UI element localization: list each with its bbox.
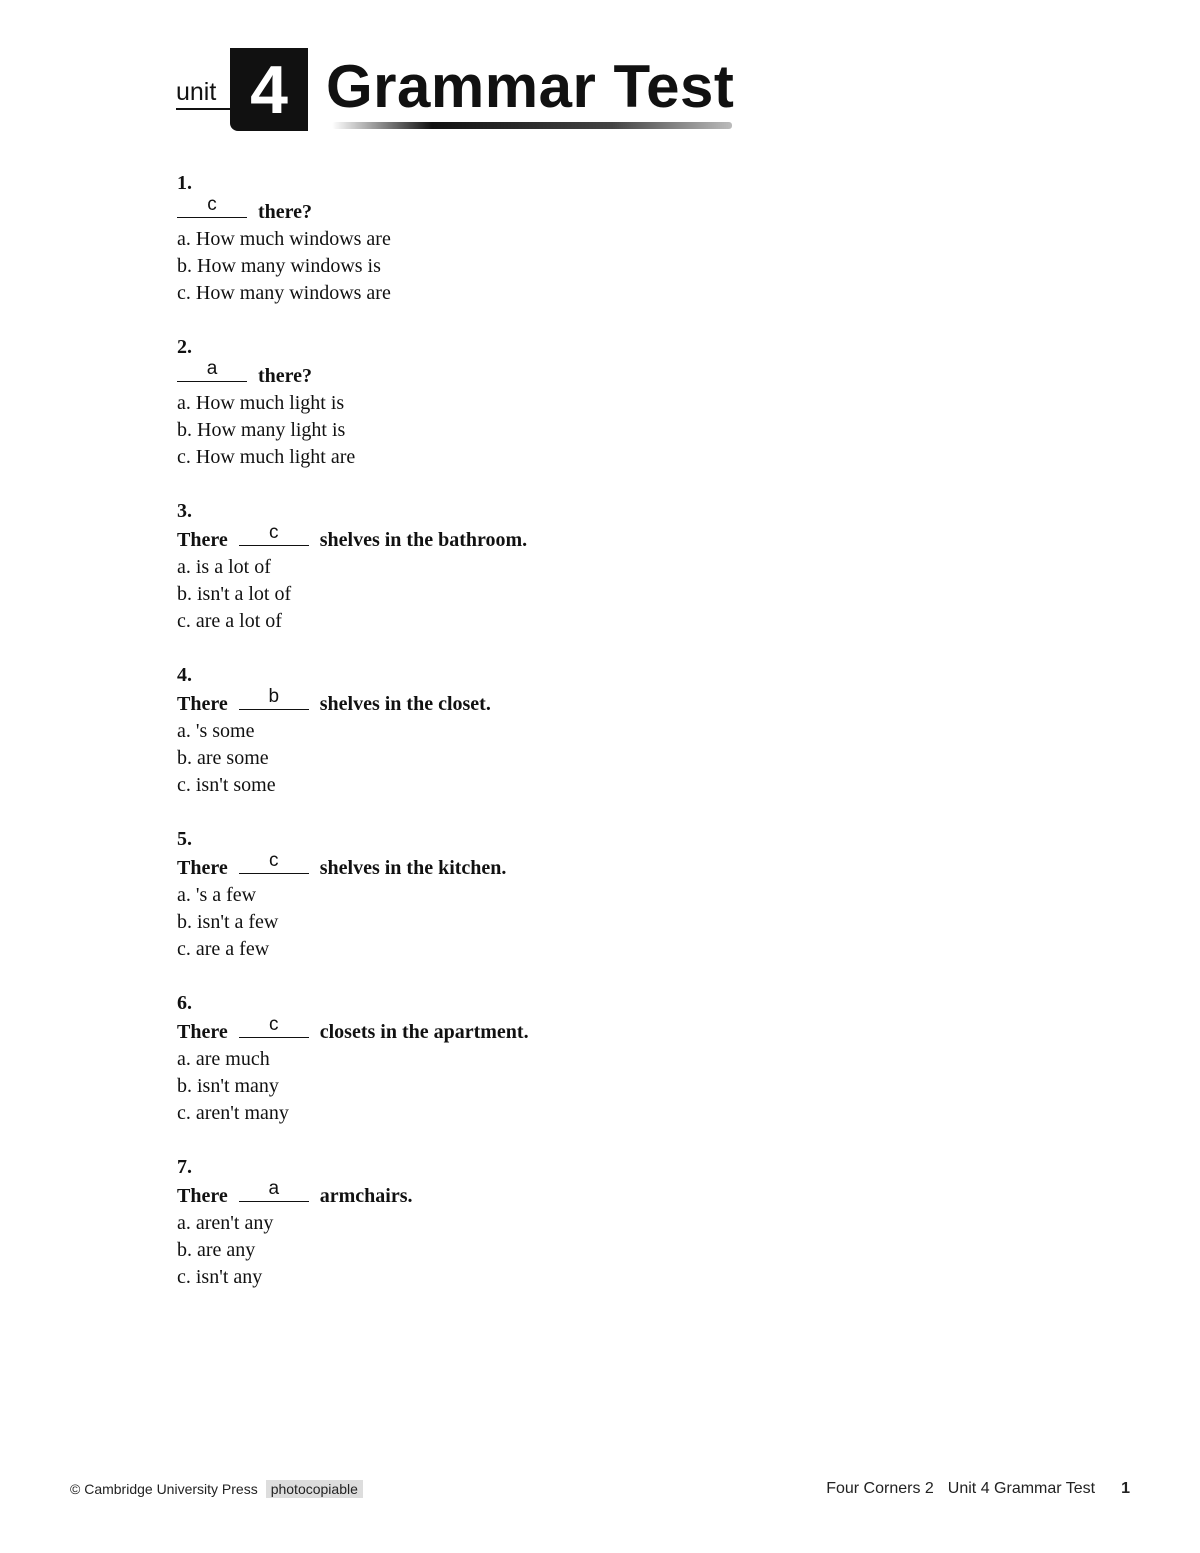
option-c: c. isn't any [177, 1266, 263, 1288]
question-list [177, 170, 877, 1318]
question-stem [177, 686, 877, 718]
page-number: 1 [1121, 1480, 1130, 1497]
question-stem [177, 1178, 877, 1210]
option-b: b. isn't a lot of [177, 583, 292, 605]
page-header [176, 48, 736, 134]
option-a: a. are much [177, 1048, 270, 1070]
option-c: c. isn't some [177, 774, 276, 796]
handwritten-answer: b [268, 686, 280, 707]
stem-text-after: shelves in the closet. [314, 693, 491, 715]
option-a: a. How much windows are [177, 228, 391, 250]
stem-text-before: There [177, 693, 233, 715]
question-stem [177, 522, 877, 554]
book-title: Four Corners 2 [826, 1480, 934, 1497]
handwritten-answer: c [268, 850, 279, 871]
stem-text-before: There [177, 1021, 233, 1043]
test-name: Unit 4 Grammar Test [947, 1480, 1096, 1497]
option-b: b. isn't a few [177, 911, 279, 933]
stem-text-before: There [177, 529, 233, 551]
unit-number: 4 [250, 52, 288, 128]
answer-blank[interactable] [239, 1014, 309, 1038]
answer-blank[interactable] [177, 194, 247, 218]
question-number: 7. [177, 1156, 192, 1178]
question-number: 4. [177, 664, 192, 686]
question-stem [177, 850, 877, 882]
question-number: 1. [177, 172, 192, 194]
option-b: b. How many windows is [177, 255, 381, 277]
question-stem [177, 194, 877, 226]
footer-info [826, 1480, 1130, 1498]
question-number: 2. [177, 336, 192, 358]
option-a: a. aren't any [177, 1212, 274, 1234]
page-title: Grammar Test [326, 53, 735, 120]
unit-label: unit [176, 78, 217, 106]
stem-text-after: armchairs. [314, 1185, 413, 1207]
question-4 [177, 662, 877, 799]
option-b: b. are any [177, 1239, 256, 1261]
option-c: c. aren't many [177, 1102, 289, 1124]
handwritten-answer: c [207, 194, 217, 215]
footer-copyright [70, 1480, 363, 1498]
option-a: a. 's some [177, 720, 255, 742]
question-stem [177, 358, 877, 390]
question-5 [177, 826, 877, 963]
option-b: b. are some [177, 747, 269, 769]
option-c: c. are a few [177, 938, 270, 960]
title-rule [332, 122, 732, 129]
answer-blank[interactable] [239, 686, 309, 710]
question-7 [177, 1154, 877, 1291]
option-a: a. How much light is [177, 392, 345, 414]
option-a: a. 's a few [177, 884, 257, 906]
copyright-text: © Cambridge University Press [70, 1481, 258, 1497]
handwritten-answer: a [268, 1178, 280, 1199]
question-2 [177, 334, 877, 471]
answer-blank[interactable] [239, 1178, 309, 1202]
stem-text-after: there? [258, 201, 313, 223]
question-6 [177, 990, 877, 1127]
question-stem [177, 1014, 877, 1046]
question-number: 3. [177, 500, 192, 522]
question-number: 6. [177, 992, 192, 1014]
option-c: c. How much light are [177, 446, 356, 468]
question-number: 5. [177, 828, 192, 850]
option-c: c. are a lot of [177, 610, 282, 632]
handwritten-answer: c [268, 1014, 279, 1035]
option-b: b. isn't many [177, 1075, 279, 1097]
answer-blank[interactable] [239, 522, 309, 546]
photocopiable-badge: photocopiable [266, 1480, 363, 1498]
stem-text-after: shelves in the bathroom. [314, 529, 528, 551]
stem-text-after: closets in the apartment. [314, 1021, 529, 1043]
option-c: c. How many windows are [177, 282, 391, 304]
handwritten-answer: a [206, 358, 218, 379]
answer-blank[interactable] [239, 850, 309, 874]
option-a: a. is a lot of [177, 556, 271, 578]
stem-text-after: there? [258, 365, 313, 387]
stem-text-after: shelves in the kitchen. [314, 857, 507, 879]
unit-number-box [230, 48, 308, 131]
unit-underline [176, 108, 234, 110]
question-3 [177, 498, 877, 635]
answer-blank[interactable] [177, 358, 247, 382]
handwritten-answer: c [268, 522, 279, 543]
stem-text-before: There [177, 857, 233, 879]
option-b: b. How many light is [177, 419, 346, 441]
question-1 [177, 170, 877, 307]
stem-text-before: There [177, 1185, 233, 1207]
